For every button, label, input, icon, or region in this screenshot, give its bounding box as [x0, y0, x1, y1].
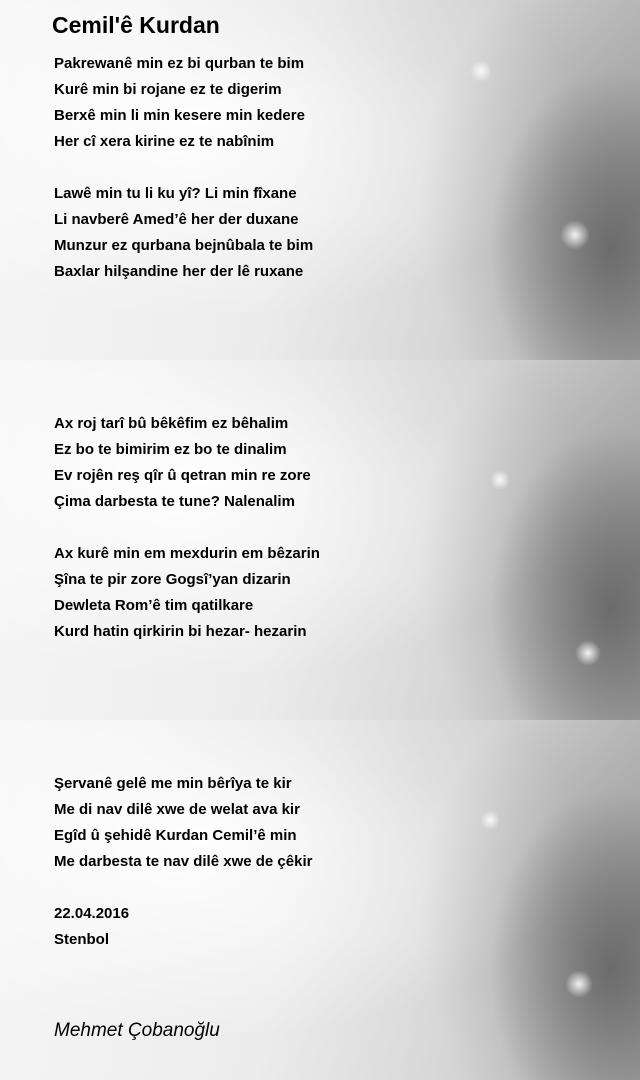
poem-line: Kurê min bi rojane ez te digerim: [54, 81, 282, 98]
bokeh-light: [560, 220, 590, 250]
poem-line: Her cî xera kirine ez te nabînim: [54, 133, 275, 150]
poem-line: Ev rojên reş qîr û qetran min re zore: [54, 467, 311, 484]
poem-line: Ax roj tarî bû bêkêfim ez bêhalim: [54, 415, 289, 432]
bokeh-light: [575, 640, 601, 666]
poem-line: Egîd û şehidê Kurdan Cemil’ê min: [54, 827, 297, 844]
poem-line: Dewleta Rom’ê tim qatilkare: [54, 597, 254, 614]
poem-line: Ax kurê min em mexdurin em bêzarin: [54, 545, 320, 562]
bokeh-light: [480, 810, 500, 830]
poem-line: Munzur ez qurbana bejnûbala te bim: [54, 237, 314, 254]
stanza-1: [54, 51, 305, 155]
bokeh-light: [490, 470, 510, 490]
bokeh-light: [565, 970, 593, 998]
poem-line: Lawê min tu li ku yî? Li min fîxane: [54, 185, 297, 202]
poem-panel-3: [0, 720, 640, 1080]
poem-author: Mehmet Çobanoğlu: [54, 1020, 220, 1041]
stanza-5: [54, 771, 312, 875]
poem-line: Li navberê Amed’ê her der duxane: [54, 211, 299, 228]
stanza-4: [54, 541, 320, 645]
stanza-3: [54, 411, 311, 515]
poem-line: Ez bo te bimirim ez bo te dinalim: [54, 441, 287, 458]
poem-line: Me di nav dilê xwe de welat ava kir: [54, 801, 300, 818]
poem-line: Kurd hatin qirkirin bi hezar- hezarin: [54, 623, 307, 640]
bokeh-light: [470, 60, 492, 82]
poem-line: Pakrewanê min ez bi qurban te bim: [54, 55, 305, 72]
poem-title: Cemil'ê Kurdan: [52, 12, 220, 38]
poem-date: 22.04.2016: [54, 905, 130, 922]
poem-line: Şervanê gelê me min bêrîya te kir: [54, 775, 292, 792]
poem-line: Me darbesta te nav dilê xwe de çêkir: [54, 853, 313, 870]
poem-footer: [54, 901, 129, 953]
poem-line: Berxê min li min kesere min kedere: [54, 107, 305, 124]
poem-line: Şîna te pir zore Gogsî’yan dizarin: [54, 571, 291, 588]
poem-panel-2: [0, 360, 640, 720]
poem-line: Baxlar hilşandine her der lê ruxane: [54, 263, 304, 280]
poem-place: Stenbol: [54, 931, 109, 948]
poem-line: Çima darbesta te tune? Nalenalim: [54, 493, 295, 510]
poem-panel-1: [0, 0, 640, 360]
stanza-2: [54, 181, 313, 285]
